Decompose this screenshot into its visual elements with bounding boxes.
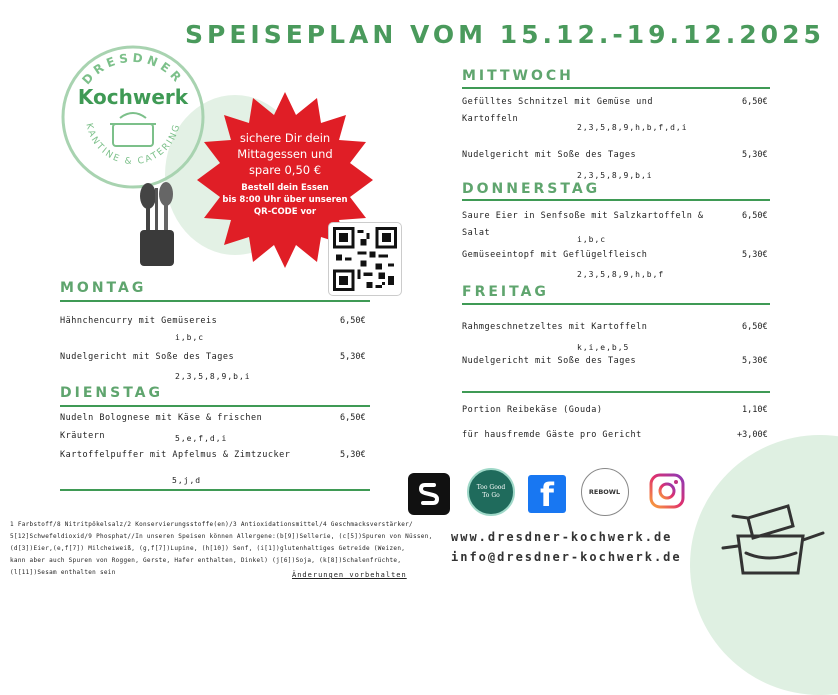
promo-line-3: spare 0,50 € [248,163,322,177]
rebowl-icon[interactable] [581,468,629,516]
promo-line-6: QR-CODE vor [253,207,317,217]
footnote-line: (l[11])Sesam enthalten sein [10,569,116,576]
dish-allergens: i,b,c [175,333,205,342]
dish-name: Gefülltes Schnitzel mit Gemüse und [462,97,653,107]
dish-name: Rahmgeschnetzeltes mit Kartoffeln [462,322,648,332]
dish-name: Nudeln Bolognese mit Käse & frischen [60,413,263,423]
dish-name: Nudelgericht mit Soße des Tages [60,352,235,362]
dish-name: Kartoffelpuffer mit Apfelmus & Zimtzucker [60,450,291,460]
promo-line-4: Bestell dein Essen [241,183,329,193]
dish-allergens: 2,3,5,8,9,b,i [175,372,251,381]
dish-price: 6,50€ [742,211,768,221]
promo-line-2: Mittagessen und [237,147,333,161]
dish-allergens: 2,3,5,8,9,b,i [577,171,653,180]
dish-allergens: i,b,c [577,235,607,244]
dish-name: Hähnchencurry mit Gemüsereis [60,316,218,326]
dish-price: 5,30€ [340,450,366,460]
rule-freitag-end [462,391,770,393]
dish-name-cont: Salat [462,228,491,238]
footnote-line: kann aber auch Spuren von Roggen, Gerste, Hafer enthalten, Dinkel) (j[6])Soja, (k[8])Schalenfrüchte, [10,557,402,564]
day-heading-donnerstag: DONNERSTAG [462,181,601,197]
dish-price: 6,50€ [340,316,366,326]
dish-price: 5,30€ [742,356,768,366]
qr-code[interactable] [328,222,402,296]
day-heading-freitag: FREITAG [462,284,549,300]
promo-line-1: sichere Dir dein [239,131,331,145]
dish-price: 6,50€ [742,322,768,332]
rule-dienstag-end [60,489,370,491]
utensils-icon [128,180,188,274]
dish-price: 5,30€ [340,352,366,362]
extra-name: Portion Reibekäse (Gouda) [462,405,603,415]
dish-price: 6,50€ [742,97,768,107]
page-title: SPEISEPLAN VOM 15.12.-19.12.2025 [185,20,825,49]
too-good-to-go-label: Too Good To Go [476,484,506,499]
rule-mittwoch [462,87,770,89]
rebowl-label: REBOWL [588,488,621,496]
dish-allergens: 2,3,5,8,9,h,b,f [577,270,665,279]
dish-allergens: k,i,e,b,5 [577,343,630,352]
logo-top-text: DRESDNER [79,50,187,88]
changes-notice: Änderungen vorbehalten [292,571,407,579]
website-link[interactable]: www.dresdner-kochwerk.de [451,530,673,544]
facebook-icon[interactable]: f [528,475,566,513]
extra-name: für hausfremde Gäste pro Gericht [462,430,642,440]
too-good-to-go-icon[interactable] [467,468,515,516]
promo-line-5: bis 8:00 Uhr über unseren [222,195,348,205]
extra-price: 1,10€ [742,405,768,415]
rule-dienstag [60,405,370,407]
dish-price: 5,30€ [742,250,768,260]
dish-name: Saure Eier in Senfsoße mit Salzkartoffeln & [462,211,704,221]
logo-ring-text: KANTINE & CATERING [83,122,183,168]
dish-name: Gemüseeintopf mit Geflügelfleisch [462,250,648,260]
instagram-icon[interactable] [648,472,686,510]
dish-name: Nudelgericht mit Soße des Tages [462,356,637,366]
footnote-line: (d[3])Eier,(e,f[7]) Milcheiweiß, (g,f[7])Lupine, (h[10]) Senf, (i[1])glutenhaltiges Getreide (Weizen, [10,545,406,552]
day-heading-montag: MONTAG [60,280,147,296]
kochwerk-logo [58,42,208,192]
day-heading-dienstag: DIENSTAG [60,385,163,401]
rule-freitag [462,303,770,305]
footnote-line: 5[12]Schwefeldioxid/9 Phosphat//In unseren Speisen können Allergene:(b[9])Sellerie, (c[5])Spuren von Nüssen, [10,533,433,540]
dish-name: Nudelgericht mit Soße des Tages [462,150,637,160]
dish-allergens: 2,3,5,8,9,h,b,f,d,i [577,123,688,132]
rule-donnerstag [462,199,770,201]
dish-price: 5,30€ [742,150,768,160]
email-link[interactable]: info@dresdner-kochwerk.de [451,550,682,564]
dish-name-cont: Kräutern [60,431,105,441]
footnote-line: 1 Farbstoff/8 Nitritpökelsalz/2 Konservierungsstoffe(en)/3 Antioxidationsmittel/4 Geschmacksverstärker/ [10,521,413,528]
day-heading-mittwoch: MITTWOCH [462,68,574,84]
dish-allergens: 5,e,f,d,i [175,434,228,443]
extra-price: +3,00€ [737,430,768,440]
logo-name: Kochwerk [77,85,189,109]
dish-price: 6,50€ [340,413,366,423]
svg-text:KANTINE & CATERING [83,122,182,167]
rule-montag [60,300,370,302]
pots-icon [718,478,828,587]
dish-name-cont: Kartoffeln [462,114,519,124]
snap-icon[interactable] [408,473,450,515]
dish-allergens: 5,j,d [172,476,202,485]
